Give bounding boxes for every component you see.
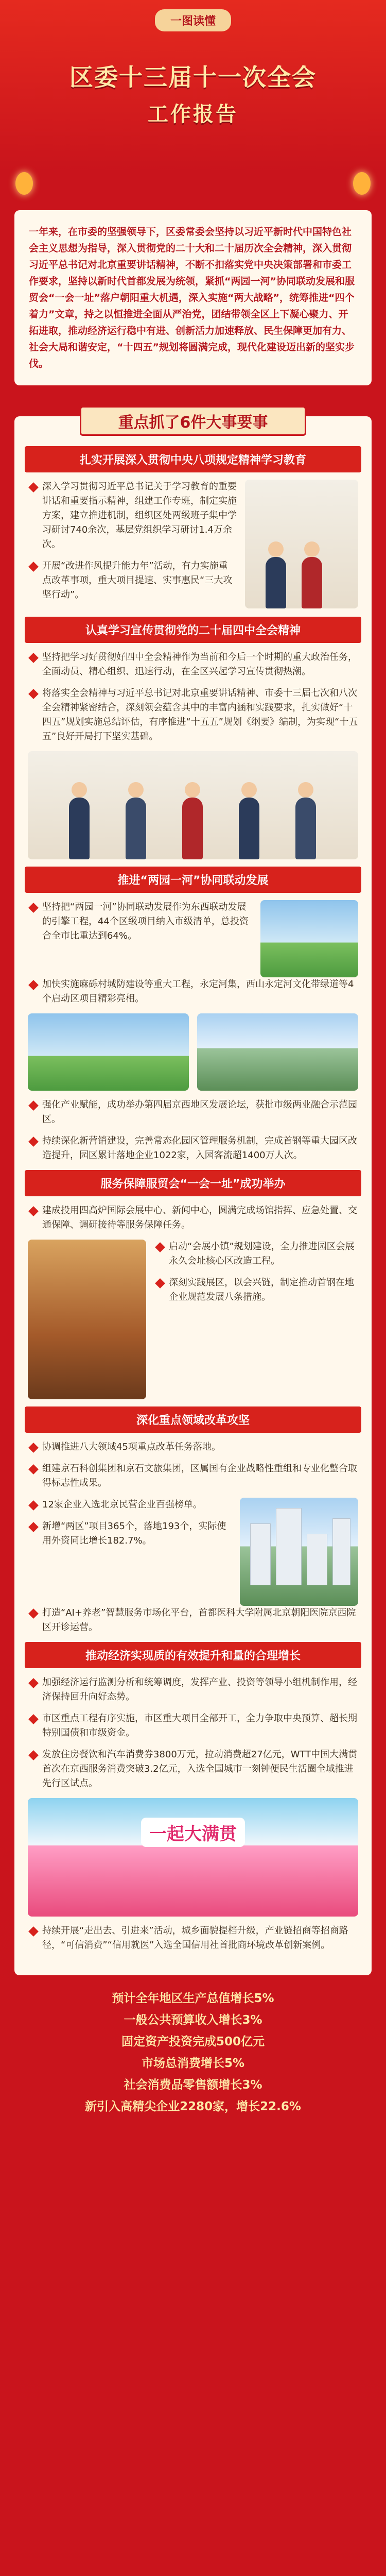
section-bullet: 深刻实践展区，以会兴链，制定推动首钢在地企业规范发展八条措施。: [154, 1276, 358, 1304]
festival-line1: 一起: [149, 1824, 184, 1844]
stat-line: 固定资产投资完成500亿元: [121, 2035, 265, 2048]
section-bullet: 加强经济运行监测分析和统筹调度，发挥产业、投资等领导小组机制作用，经济保持回升向好态势。: [28, 1675, 358, 1704]
study-illustration: [245, 480, 358, 608]
section-bullet: 坚持把“两园一河”协同联动发展作为东西联动发展的引擎工程，44个区级项目纳入市级清单，总投资合全市比重达到64%。: [28, 900, 252, 943]
section-bullet: 打造“AI+养老”智慧服务市场化平台，首都医科大学附属北京朝阳医院京西院区开诊运营。: [28, 1606, 358, 1635]
meeting-illustration: [28, 751, 358, 859]
city-illustration: [240, 1498, 358, 1606]
lantern-icon: [15, 172, 33, 195]
hero: [0, 40, 386, 210]
top-bar: [0, 0, 386, 40]
person-figure: [239, 798, 259, 859]
building-shape: [250, 1523, 271, 1585]
person-head: [185, 782, 200, 798]
person-figure: [69, 798, 90, 859]
stat-line: 预计全年地区生产总值增长5%: [112, 1992, 274, 2005]
section-bullet: 协调推进八大领域45项重点改革任务落地。: [28, 1440, 358, 1454]
person-figure: [266, 557, 286, 608]
intro-card: 一年来，在市委的坚强领导下，区委常委会坚持以习近平新时代中国特色社会主义思想为指导，深入贯彻党的二十大和二十届历次全会精神，深入贯彻习近平总书记对北京重要讲话精神，不断不扣落实党中央决策部署和市委工作要求，坚持以新时代首都发展为统领，紧抓“两园一河”协同联动发展和服贸会“一会一址”落户朝阳重大机遇，深入实施“两大战略”，统筹推进“四个着力”文章，持之以恒推进全面从严治党，团结带领全区上下凝心聚力、开拓进取，推动经济运行稳中有进、创新活力加速释放、民生保障更加有力、社会大局和谐安定，“十四五”规划将圆满完成，现代化建设迈出新的坚实步伐。: [14, 210, 372, 385]
section-title: 推进“两园一河”协同联动发展: [25, 867, 361, 893]
stat-line: 新引入高精尖企业2280家，增长22.6%: [85, 2100, 301, 2113]
main-card: [14, 416, 372, 1975]
section-bullet: 持续开展“走出去、引进来”活动，城乡面貌提档升级，产业链招商等招商路径，“可信消费”“信用就医”入选全国信用社首批商环境改革创新案例。: [28, 1924, 358, 1953]
section-bullet: 强化产业赋能，成功举办第四届京西地区发展论坛，获批市级两业融合示范园区。: [28, 1098, 358, 1127]
person-head: [304, 541, 320, 557]
section-bullet: 组建京石科创集团和京石文旅集团，区属国有企业战略性重组和专业化整合取得标志性成果。: [28, 1462, 358, 1490]
building-shape: [276, 1508, 302, 1585]
section-bullet: 坚持把学习好贯彻好四中全会精神作为当前和今后一个时期的重大政治任务，全面动员、精心组织、迅速行动，在全区兴起学习宣传贯彻热潮。: [28, 650, 358, 679]
section-bullet: 加快实施麻砾村城防建设等重大工程，永定河集，西山永定河文化带绿道等4个启动区项目精彩亮相。: [28, 977, 358, 1006]
section-bullet: 持续深化新营销建设，完善常态化园区管理服务机制，完成首钢等重大园区改造提升，园区累计落地企业1022家，入园客流超1400万人次。: [28, 1134, 358, 1163]
stats-block: [14, 1988, 372, 2117]
main-banner: 重点抓了6件大事要事: [80, 406, 306, 436]
person-figure: [295, 798, 316, 859]
person-head: [241, 782, 257, 798]
person-figure: [182, 798, 203, 859]
person-head: [298, 782, 313, 798]
section-bullet: 开展“改进作风提升能力年”活动，有力实施重点改革事项，重大项目提速、实事惠民“三大攻坚行动”。: [28, 559, 237, 602]
building-shape: [332, 1518, 350, 1585]
river-photo: [28, 1013, 189, 1091]
section-bullet: 将落实全会精神与习近平总书记对北京重要讲话精神、市委十三届七次和八次全会精神紧密结合，深刻领会蕴含其中的丰富内涵和实践要求，扎实做好“十四五”规划实施总结评估，有序推进“十五五”规划《纲要》编制，为实现“十五五”良好开局打下坚实基础。: [28, 686, 358, 744]
section-title: 推动经济实现质的有效提升和量的合理增长: [25, 1642, 361, 1668]
person-figure: [126, 798, 146, 859]
stat-line: 社会消费品零售额增长3%: [124, 2078, 262, 2092]
section-bullet: 深入学习贯彻习近平总书记关于学习教育的重要讲话和重要指示精神，组建工作专班，制定实施方案，建立推进机制，组织区处两级班子集中学习研讨740余次，基层党组织学习研讨1.4万余次。: [28, 480, 237, 552]
section-title: 扎实开展深入贯彻中央八项规定精神学习教育: [25, 446, 361, 472]
building-shape: [307, 1534, 327, 1585]
stat-line: 市场总消费增长5%: [141, 2057, 245, 2070]
page-title: 区委十三届十一次全会: [69, 63, 317, 91]
section-title: 服务保障服贸会“一会一址”成功举办: [25, 1170, 361, 1196]
section-bullet: 建成投用四高炉国际会展中心、新闻中心，圆满完成场馆指挥、应急处置、交通保障、调研接待等服务保障任务。: [28, 1204, 358, 1232]
header-pill: 一图读懂: [155, 9, 231, 31]
person-head: [268, 541, 284, 557]
valley-photo: [197, 1013, 358, 1091]
lantern-row: [0, 172, 386, 195]
festival-headline: [141, 1818, 245, 1847]
section-title: 认真学习宣传贯彻党的二十届四中全会精神: [25, 617, 361, 643]
festival-line2: 大满贯: [184, 1824, 237, 1844]
lantern-icon: [353, 172, 371, 195]
page-subtitle: 工作报告: [148, 103, 238, 126]
footer-space: [0, 2117, 386, 2138]
section-title: 深化重点领域改革攻坚: [25, 1406, 361, 1433]
blast-furnace-photo: [28, 1240, 146, 1399]
section-bullet: 发放住房餐饮和汽车消费券3800万元，拉动消费超27亿元，WTT中国大满贯首次在京西服务消费突破3.2亿元，入选全国城市一刻钟便民生活圈全域推进先行区试点。: [28, 1748, 358, 1791]
section-bullet: 新增“两区”项目365个，落地193个，实际使用外资同比增长182.7%。: [28, 1519, 232, 1548]
stat-line: 一般公共预算收入增长3%: [124, 2013, 262, 2027]
section-bullet: 市区重点工程有序实施，市区重大项目全部开工，全力争取中央预算、超长期特别国债和市级资金。: [28, 1711, 358, 1740]
park-photo: [260, 900, 358, 977]
person-head: [72, 782, 87, 798]
section-bullet: 12家企业入选北京民营企业百强榜单。: [28, 1498, 232, 1512]
section-bullet: 启动“会展小镇”规划建设，全力推进园区会展永久会址核心区改造工程。: [154, 1240, 358, 1268]
festival-poster: [28, 1798, 358, 1917]
person-figure: [302, 557, 322, 608]
person-head: [128, 782, 144, 798]
